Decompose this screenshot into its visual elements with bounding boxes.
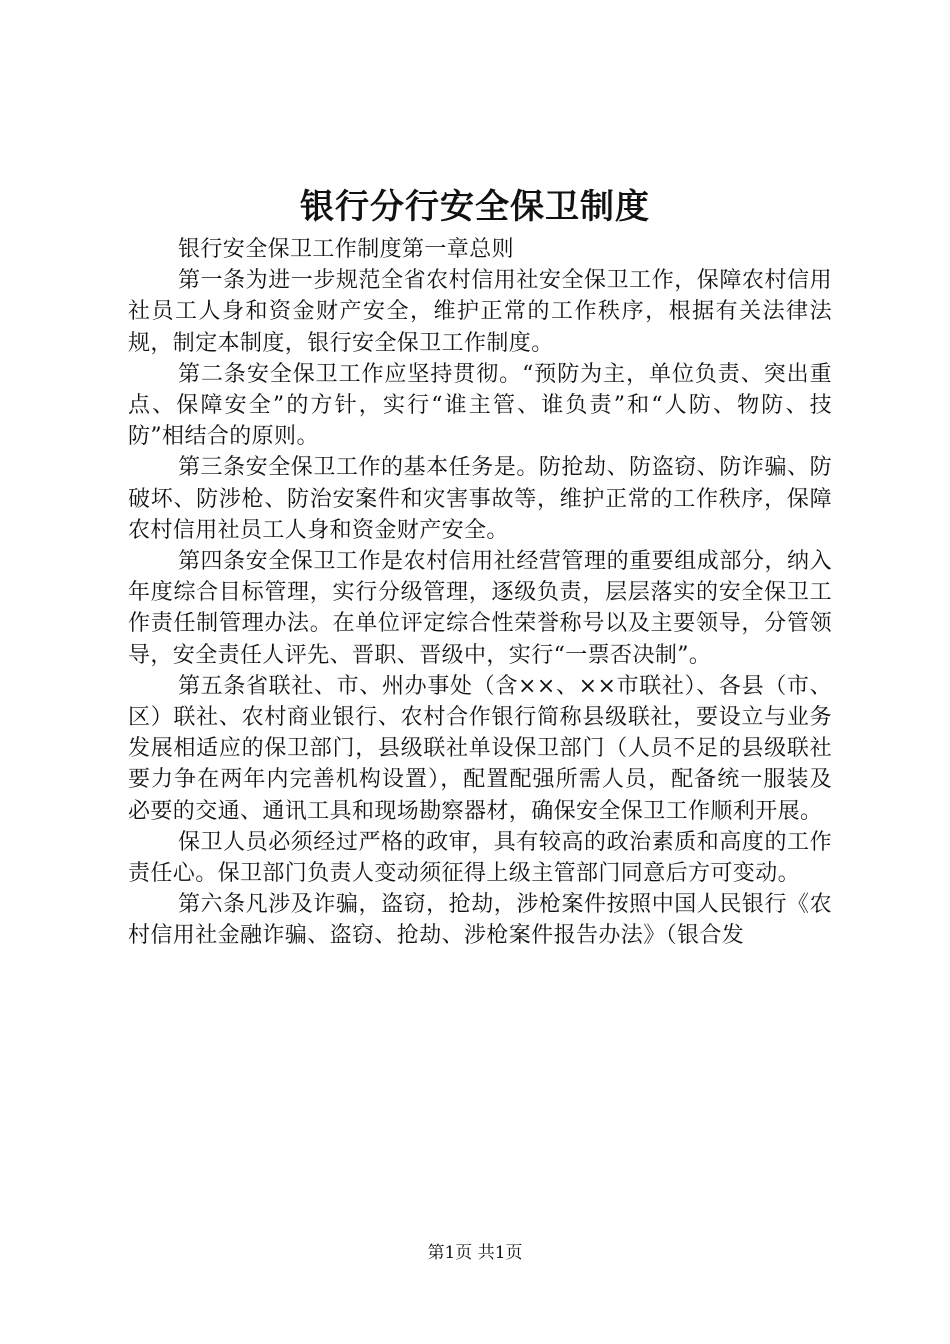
paragraph-article-5: 第五条省联社、市、州办事处（含××、××市联社）、各县（市、区）联社、农村商业银行、农村合作银行简称县级联社，要设立与业务发展相适应的保卫部门，县级联社单设保卫部门（人员不足的县级联社要力争在两年内完善机构设置），配置配强所需人员，配备统一服装及必要的交通、通讯工具和现场勘察器材，确保安全保卫工作顺利开展。	[128, 673, 832, 824]
page-total: 共1页	[477, 1243, 523, 1263]
document-title: 银行分行安全保卫制度	[300, 187, 650, 227]
paragraph-heading: 银行安全保卫工作制度第一章总则	[178, 237, 515, 262]
document-body	[128, 234, 832, 952]
paragraph-article-4: 第四条安全保卫工作是农村信用社经营管理的重要组成部分，纳入年度综合目标管理，实行分级管理，逐级负责，层层落实的安全保卫工作责任制管理办法。在单位评定综合性荣誉称号以及主要领导，分管领导，安全责任人评先、晋职、晋级中，实行“一票否决制”。	[128, 549, 832, 668]
paragraph-article-1: 第一条为进一步规范全省农村信用社安全保卫工作，保障农村信用社员工人身和资金财产安全，维护正常的工作秩序，根据有关法律法规，制定本制度，银行安全保卫工作制度。	[128, 268, 832, 356]
page-number: 第1页	[427, 1243, 473, 1263]
paragraph-article-3: 第三条安全保卫工作的基本任务是。防抢劫、防盗窃、防诈骗、防破坏、防涉枪、防治安案件和灾害事故等，维护正常的工作秩序，保障农村信用社员工人身和资金财产安全。	[128, 455, 832, 543]
paragraph-article-6: 第六条凡涉及诈骗，盗窃，抢劫，涉枪案件按照中国人民银行《农村信用社金融诈骗、盗窃、抢劫、涉枪案件报告办法》（银合发	[128, 892, 832, 949]
paragraph-article-2: 第二条安全保卫工作应坚持贯彻。“预防为主，单位负责、突出重点、保障安全”的方针，实行“谁主管、谁负责”和“人防、物防、技防”相结合的原则。	[128, 361, 832, 450]
paragraph-personnel: 保卫人员必须经过严格的政审，具有较高的政治素质和高度的工作责任心。保卫部门负责人变动须征得上级主管部门同意后方可变动。	[128, 829, 832, 887]
page-footer	[0, 1241, 950, 1265]
